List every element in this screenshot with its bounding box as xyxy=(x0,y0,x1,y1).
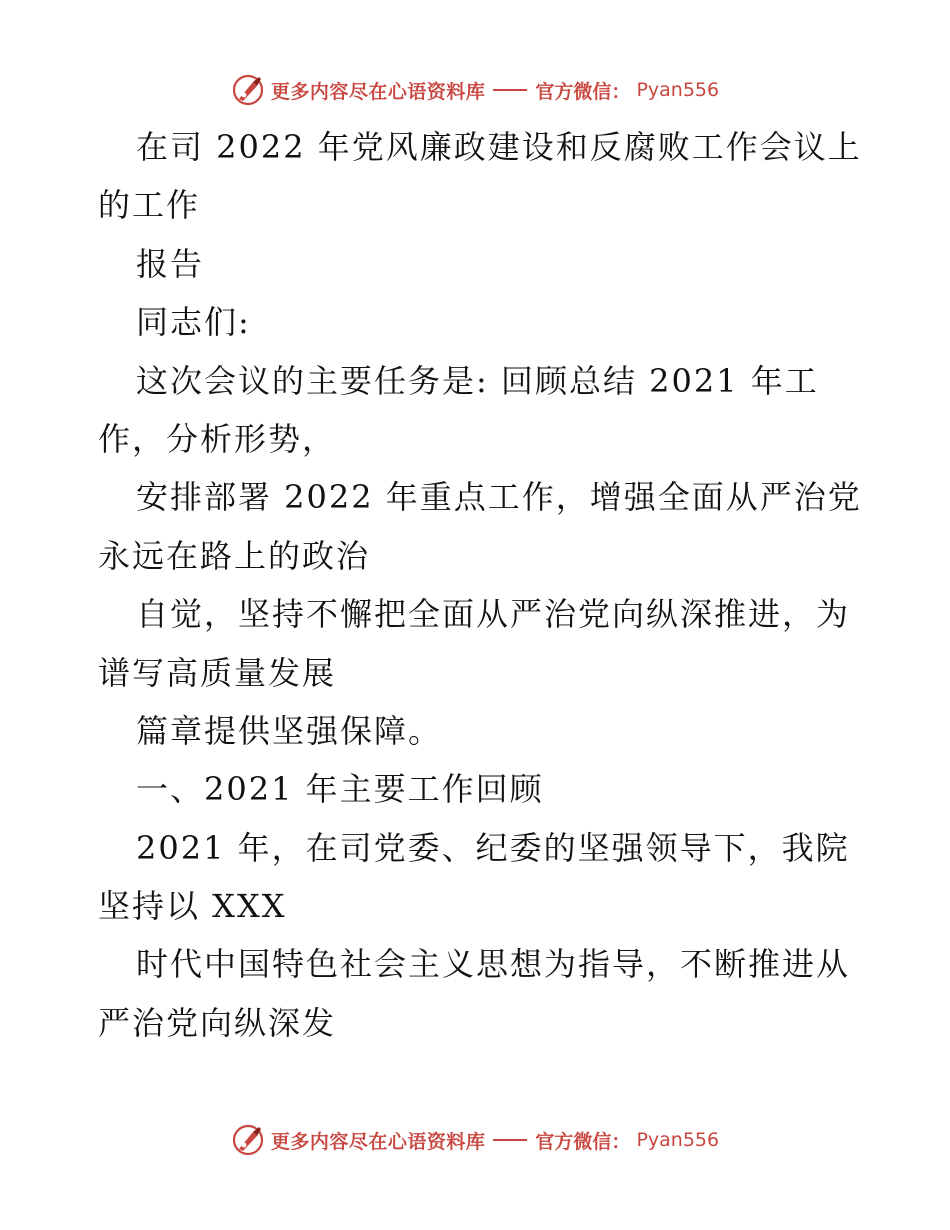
banner-dash-divider xyxy=(493,1139,527,1141)
banner-wechat-id: Pyan556 xyxy=(636,1129,720,1151)
quill-pen-logo-icon xyxy=(231,73,265,107)
text-line: 在司 2022 年党风廉政建设和反腐败工作会议上 xyxy=(136,128,862,166)
text-line: 作，分析形势， xyxy=(98,419,337,458)
document-body xyxy=(98,118,862,1052)
text-line: 篇章提供坚强保障。 xyxy=(136,711,443,750)
quill-pen-logo-icon xyxy=(231,1123,265,1157)
banner-wechat-label: 官方微信： xyxy=(535,1130,631,1153)
text-line: 安排部署 2022 年重点工作，增强全面从严治党 xyxy=(136,478,862,517)
text-line: 报告 xyxy=(136,244,205,283)
text-line: 严治党向纵深发 xyxy=(98,1003,337,1042)
footer-watermark-banner xyxy=(0,1120,950,1160)
text-line: 坚持以 XXX xyxy=(98,887,287,926)
banner-wechat-id: Pyan556 xyxy=(636,79,720,101)
banner-site-text: 更多内容尽在心语资料库 xyxy=(270,1130,486,1153)
text-line: 的工作 xyxy=(98,186,201,225)
text-line: 时代中国特色社会主义思想为指导，不断推进从 xyxy=(136,945,851,984)
banner-wechat-label: 官方微信： xyxy=(535,80,631,103)
header-watermark-banner xyxy=(0,70,950,110)
banner-site-text: 更多内容尽在心语资料库 xyxy=(270,80,486,103)
banner-dash-divider xyxy=(493,89,527,91)
text-line: 这次会议的主要任务是: 回顾总结 2021 年工 xyxy=(136,361,819,400)
text-line: 谱写高质量发展 xyxy=(98,653,337,692)
text-line: 2021 年，在司党委、纪委的坚强领导下，我院 xyxy=(136,828,850,867)
section-heading: 一、2021 年主要工作回顾 xyxy=(136,770,544,809)
text-line: 永远在路上的政治 xyxy=(98,536,371,575)
salutation: 同志们: xyxy=(136,303,251,342)
text-line: 自觉，坚持不懈把全面从严治党向纵深推进，为 xyxy=(136,595,851,634)
